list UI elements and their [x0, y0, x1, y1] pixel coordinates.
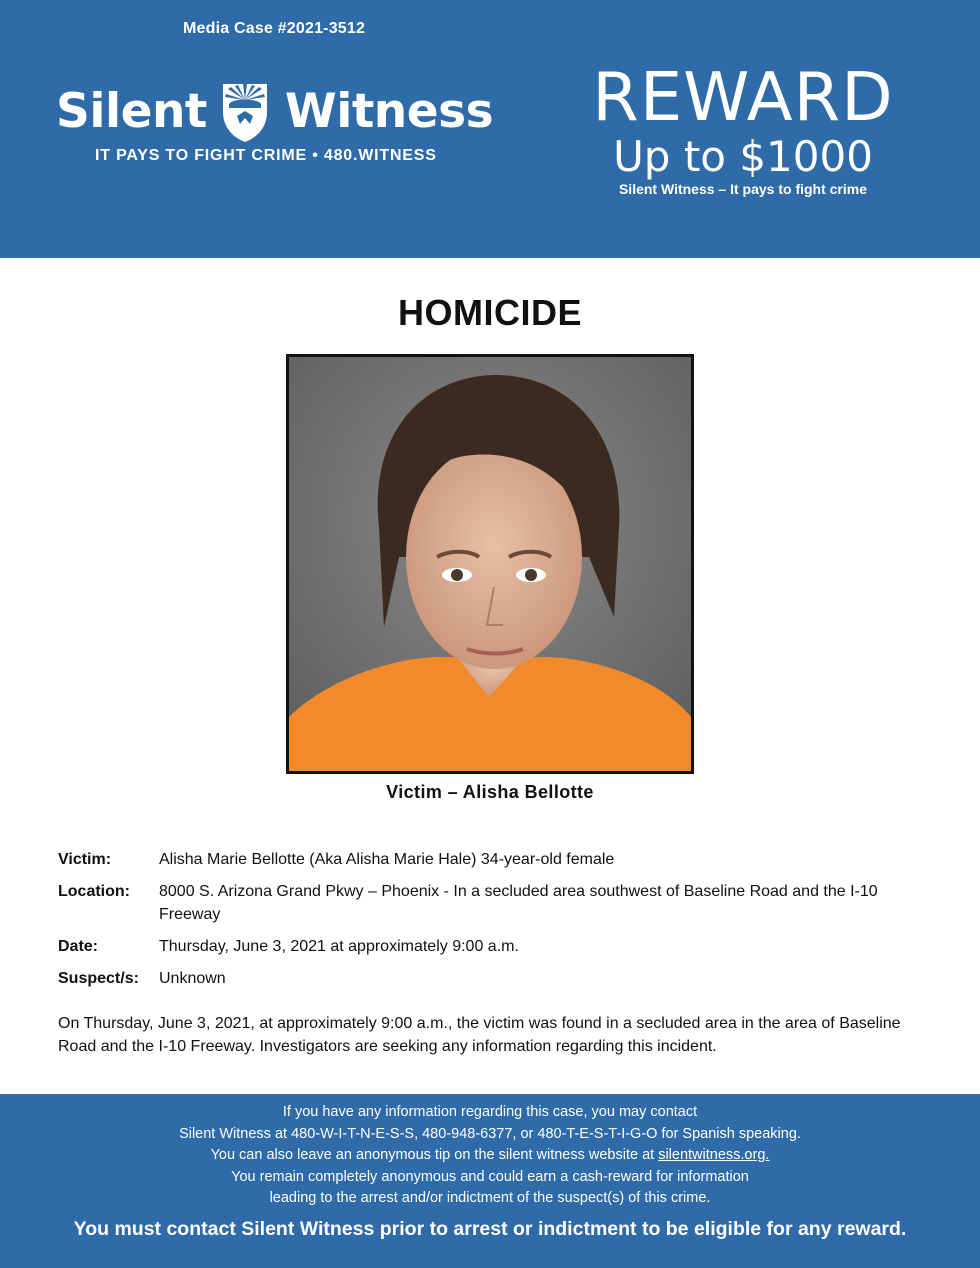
footer-line-3	[0, 1145, 980, 1167]
detail-label: Victim:	[58, 851, 112, 868]
detail-row-location	[58, 880, 928, 926]
reward-amount: Up to $1000	[613, 132, 873, 181]
media-case-number: Media Case #2021-3512	[183, 20, 366, 37]
detail-value: Thursday, June 3, 2021 at approximately 9:00 a.m.	[159, 938, 519, 955]
reward-tagline: Silent Witness – It pays to fight crime	[618, 181, 868, 197]
detail-row-victim	[58, 848, 928, 871]
detail-value: 8000 S. Arizona Grand Pkwy – Phoenix - In a secluded area southwest of Baseline Road and the I-10 Freeway	[159, 883, 878, 923]
photo-caption: Victim – Alisha Bellotte	[386, 782, 594, 802]
shield-sunburst-icon	[219, 78, 271, 144]
footer-contact-info	[0, 1102, 980, 1210]
detail-label: Location:	[58, 883, 130, 900]
incident-summary: On Thursday, June 3, 2021, at approximately 9:00 a.m., the victim was found in a secluded area in the area of Baseline Road and the I-10 Freeway. Investigators are seeking any information regarding this incident.	[58, 1015, 901, 1055]
footer-line-1: If you have any information regarding this case, you may contact	[282, 1104, 698, 1120]
detail-value: Unknown	[159, 970, 226, 987]
logo-word-witness: Witness	[284, 83, 494, 139]
detail-value: Alisha Marie Bellotte (Aka Alisha Marie Hale) 34-year-old female	[159, 851, 615, 868]
header-banner	[0, 0, 980, 258]
detail-label: Suspect/s:	[58, 970, 139, 987]
case-details	[58, 848, 928, 999]
eligibility-notice: You must contact Silent Witness prior to arrest or indictment to be eligible for any reward.	[73, 1218, 907, 1240]
footer-line-2: Silent Witness at 480-W-I-T-N-E-S-S, 480-948-6377, or 480-T-E-S-T-I-G-O for Spanish speaking.	[179, 1125, 801, 1142]
logo-word-silent: Silent	[56, 83, 207, 139]
footer-line-4: You remain completely anonymous and could earn a cash-reward for information	[231, 1168, 749, 1185]
reward-title: REWARD	[592, 58, 894, 136]
crime-type-heading: HOMICIDE	[398, 292, 582, 333]
website-link[interactable]: silentwitness.org.	[658, 1147, 770, 1163]
logo-tagline: IT PAYS TO FIGHT CRIME • 480.WITNESS	[95, 147, 437, 164]
footer-line-3-text: You can also leave an anonymous tip on the silent witness website at	[210, 1147, 655, 1163]
detail-row-suspects	[58, 967, 928, 990]
victim-portrait-illustration	[289, 357, 691, 771]
footer-contact-banner	[0, 1094, 980, 1268]
silent-witness-logo	[56, 76, 493, 146]
victim-photo	[286, 354, 694, 774]
detail-label: Date:	[58, 938, 99, 955]
footer-line-5: leading to the arrest and/or indictment of the suspect(s) of this crime.	[269, 1190, 711, 1206]
detail-row-date	[58, 935, 928, 958]
